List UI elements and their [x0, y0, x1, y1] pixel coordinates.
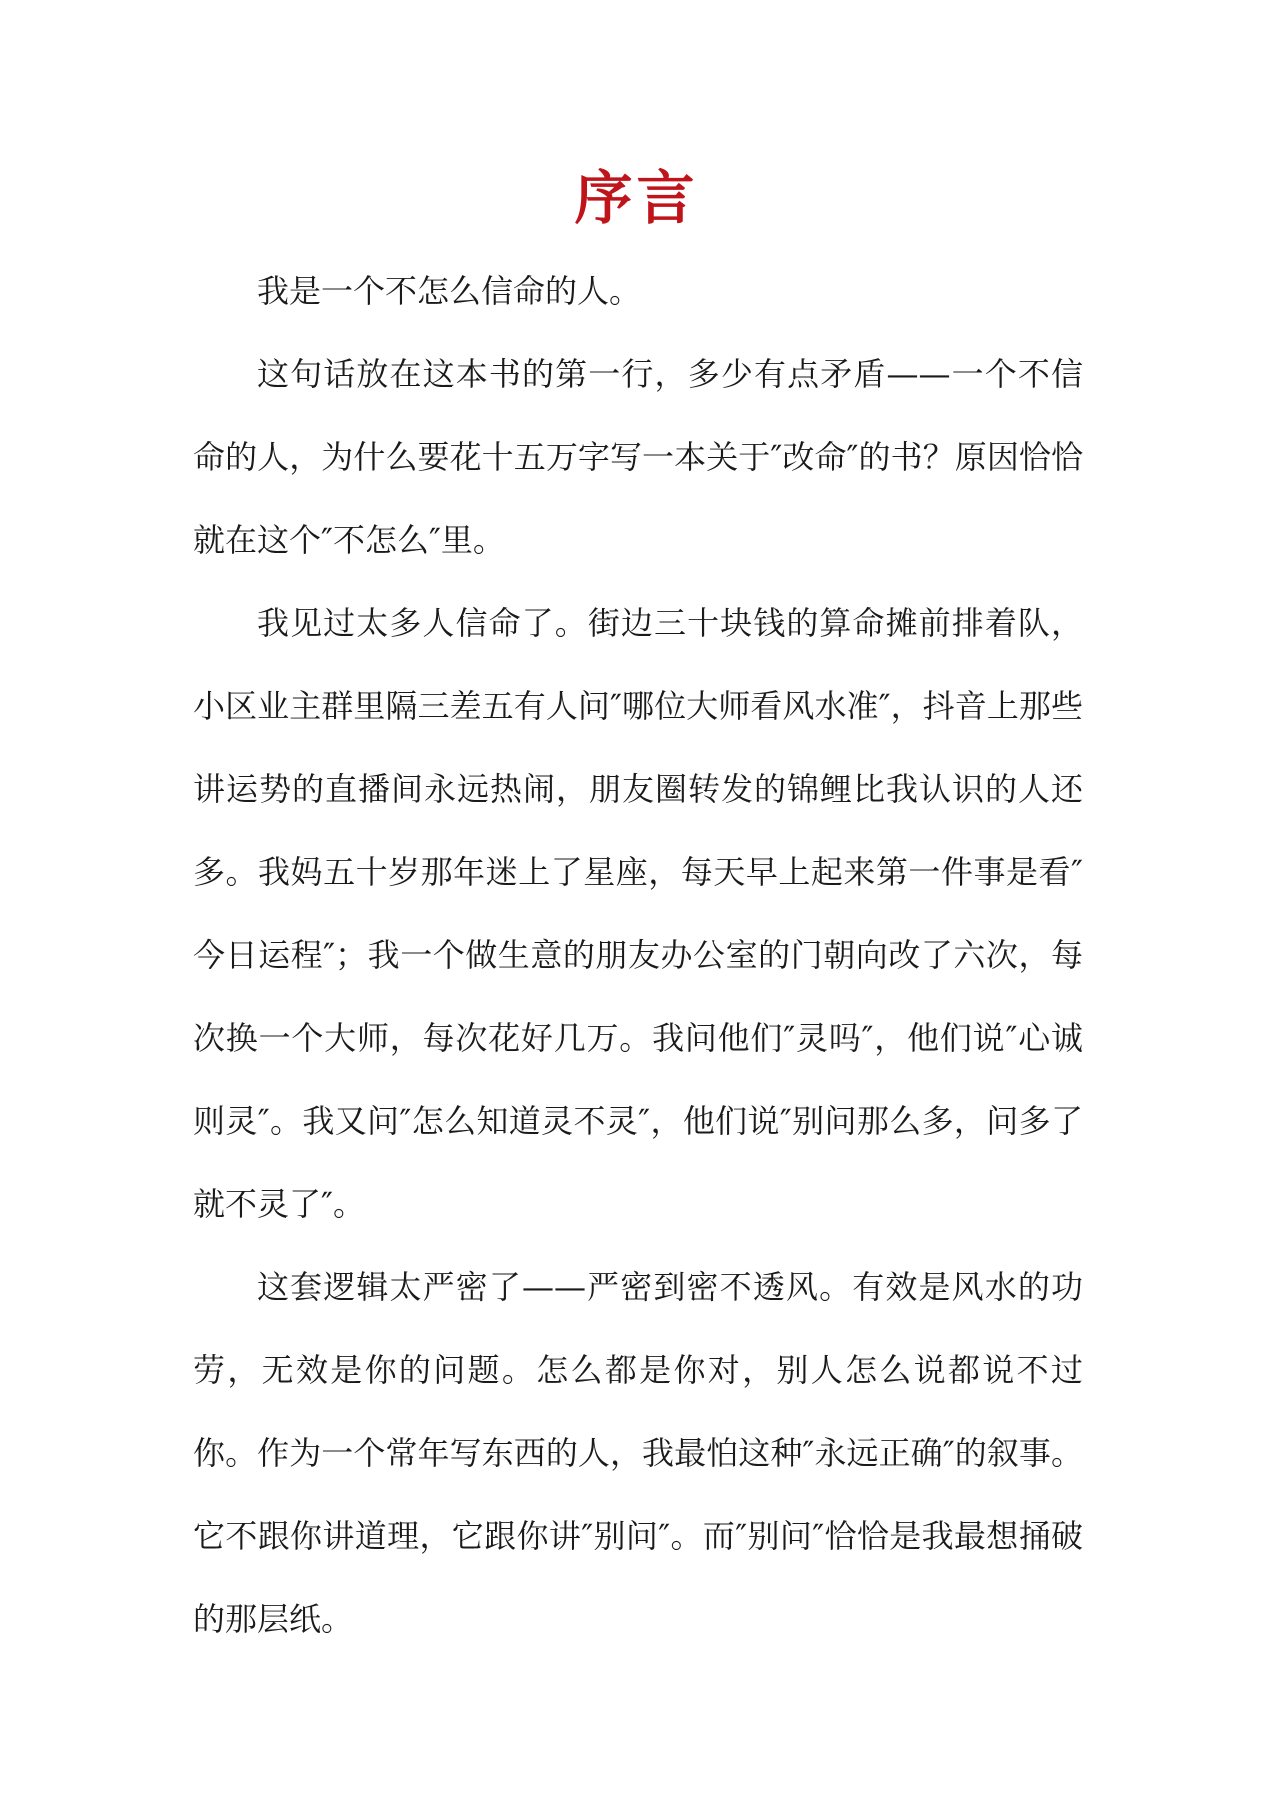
body-text: [193, 250, 1083, 1661]
page-title: 序言: [574, 164, 699, 232]
paragraph: 我是一个不怎么信命的人。: [257, 272, 642, 310]
paragraph: 这句话放在这本书的第一行，多少有点矛盾——一个不信命的人，为什么要花十五万字写一本关于″改命″的书？原因恰恰就在这个″不怎么″里。: [193, 355, 1083, 559]
paragraph: 这套逻辑太严密了——严密到密不透风。有效是风水的功劳，无效是你的问题。怎么都是你对，别人怎么说都说不过你。作为一个常年写东西的人，我最怕这种″永远正确″的叙事。它不跟你讲道理，它跟你讲″别问″。而″别问″恰恰是我最想捅破的那层纸。: [193, 1268, 1083, 1638]
paragraph: 我见过太多人信命了。街边三十块钱的算命摊前排着队，小区业主群里隔三差五有人问″哪位大师看风水准″，抖音上那些讲运势的直播间永远热闹，朋友圈转发的锦鲤比我认识的人还多。我妈五十岁那年迷上了星座，每天早上起来第一件事是看″今日运程″；我一个做生意的朋友办公室的门朝向改了六次，每次换一个大师，每次花好几万。我问他们″灵吗″，他们说″心诚则灵″。我又问″怎么知道灵不灵″，他们说″别问那么多，问多了就不灵了″。: [193, 604, 1083, 1223]
